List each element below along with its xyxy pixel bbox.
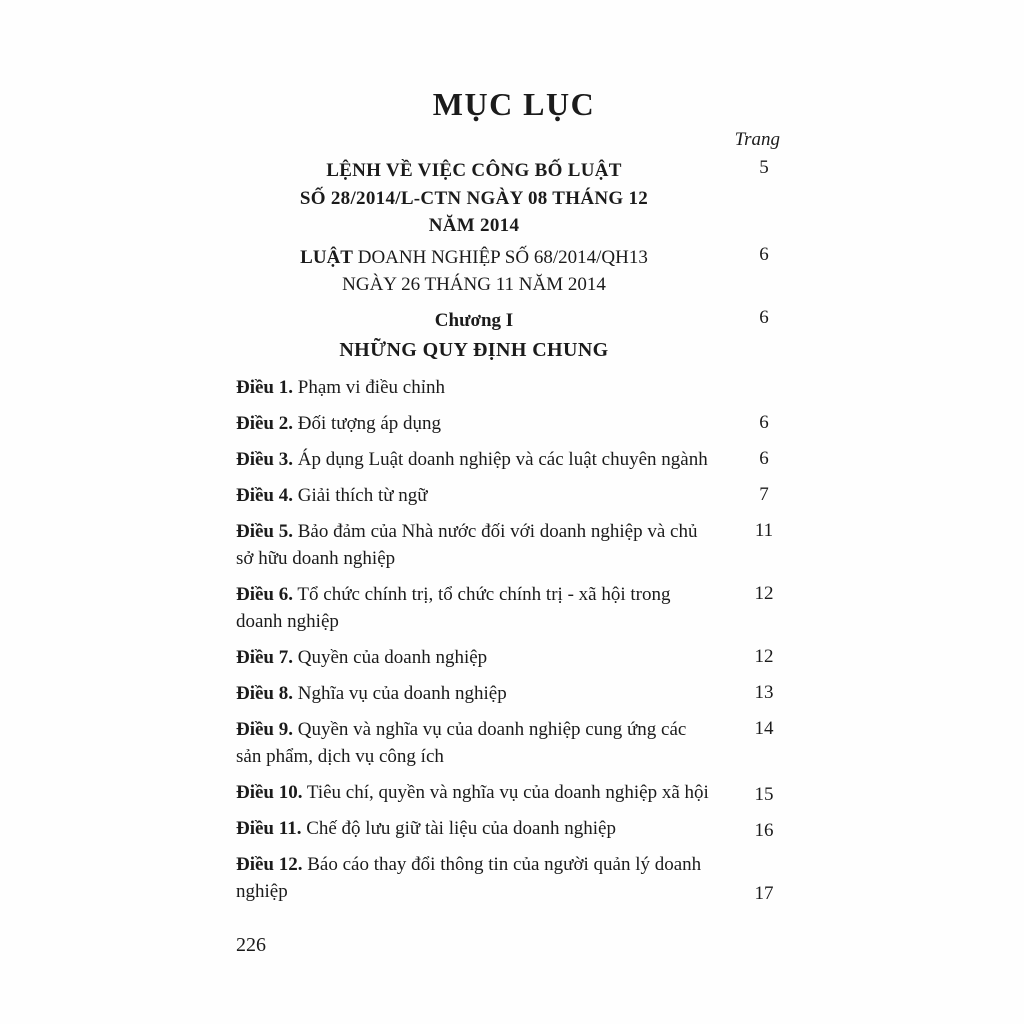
article-title: Tổ chức chính trị, tổ chức chính trị - xã hội trong doanh nghiệp [236, 584, 671, 633]
toc-entry[interactable] [236, 852, 792, 906]
article-label: Điều 12. [236, 853, 303, 875]
page-number: 6 [759, 448, 769, 470]
toc-heading-luat[interactable] [236, 244, 792, 299]
toc-entry[interactable] [236, 780, 792, 807]
page-number: 12 [754, 645, 774, 667]
page-number: 5 [759, 157, 769, 178]
article-title: Phạm vi điều chỉnh [293, 377, 445, 399]
article-title: Đối tượng áp dụng [293, 413, 442, 435]
heading-line: LỆNH VỀ VIỆC CÔNG BỐ LUẬT [326, 160, 622, 181]
article-label: Điều 1. [236, 377, 293, 399]
article-label: Điều 6. [236, 584, 293, 606]
page-number: 17 [754, 882, 774, 904]
chapter-name: Chương I [434, 309, 514, 331]
article-label: Điều 10. [236, 781, 303, 803]
heading-line: SỐ 28/2014/L-CTN NGÀY 08 THÁNG 12 [299, 187, 649, 209]
chapter-title: NHỮNG QUY ĐỊNH CHUNG [339, 339, 609, 362]
page-number: 6 [759, 243, 769, 265]
article-label: Điều 2. [236, 413, 293, 435]
article-label: Điều 11. [236, 817, 302, 839]
page-number: 6 [759, 306, 769, 328]
toc-entry[interactable] [236, 681, 792, 708]
toc-heading-lenh[interactable] [236, 157, 792, 240]
toc-entry[interactable] [236, 582, 792, 636]
page-number: 11 [754, 520, 774, 542]
article-title: Giải thích từ ngữ [293, 485, 428, 507]
toc-entry[interactable] [236, 411, 792, 438]
page-column-header: Trang [734, 129, 780, 150]
toc-content [236, 86, 792, 915]
toc-entry[interactable] [236, 816, 792, 843]
article-title: Tiêu chí, quyền và nghĩa vụ của doanh nghiệp xã hội [302, 781, 709, 803]
article-title: Áp dụng Luật doanh nghiệp và các luật chuyên ngành [293, 449, 708, 471]
article-title: Bảo đảm của Nhà nước đối với doanh nghiệp và chủ sở hữu doanh nghiệp [236, 521, 698, 570]
article-title: Quyền của doanh nghiệp [293, 646, 488, 668]
article-label: Điều 7. [236, 646, 293, 668]
article-label: Điều 3. [236, 449, 293, 471]
toc-entry[interactable] [236, 375, 792, 402]
page-number: 16 [754, 819, 774, 841]
page-title: MỤC LỤC [432, 86, 596, 122]
article-label: Điều 5. [236, 521, 293, 543]
page-number: 6 [759, 412, 769, 434]
page-number: 13 [754, 681, 774, 703]
heading-rest: DOANH NGHIỆP SỐ 68/2014/QH13 [352, 246, 648, 268]
toc-entry[interactable] [236, 447, 792, 474]
article-label: Điều 4. [236, 485, 293, 507]
toc-entry-list [236, 375, 792, 906]
toc-entry[interactable] [236, 645, 792, 672]
page-number: 15 [754, 783, 774, 805]
article-title: Báo cáo thay đổi thông tin của người quản lý doanh nghiệp [236, 853, 702, 902]
folio-number: 226 [236, 934, 266, 956]
heading-line [236, 244, 712, 272]
toc-entry[interactable] [236, 519, 792, 573]
page-number: 7 [759, 484, 769, 506]
article-label: Điều 8. [236, 682, 293, 704]
toc-entry[interactable] [236, 483, 792, 510]
page-number: 12 [754, 583, 774, 605]
article-title: Nghĩa vụ của doanh nghiệp [293, 682, 507, 704]
article-title: Quyền và nghĩa vụ của doanh nghiệp cung ứng các sản phẩm, dịch vụ công ích [236, 718, 687, 767]
article-title: Chế độ lưu giữ tài liệu của doanh nghiệp [301, 817, 616, 839]
heading-line: NĂM 2014 [428, 215, 520, 237]
toc-entry[interactable] [236, 717, 792, 771]
page-number: 14 [754, 717, 774, 739]
article-label: Điều 9. [236, 718, 293, 740]
toc-chapter[interactable] [236, 307, 792, 366]
heading-line: NGÀY 26 THÁNG 11 NĂM 2014 [342, 274, 606, 296]
heading-bold-prefix: LUẬT [300, 246, 353, 268]
